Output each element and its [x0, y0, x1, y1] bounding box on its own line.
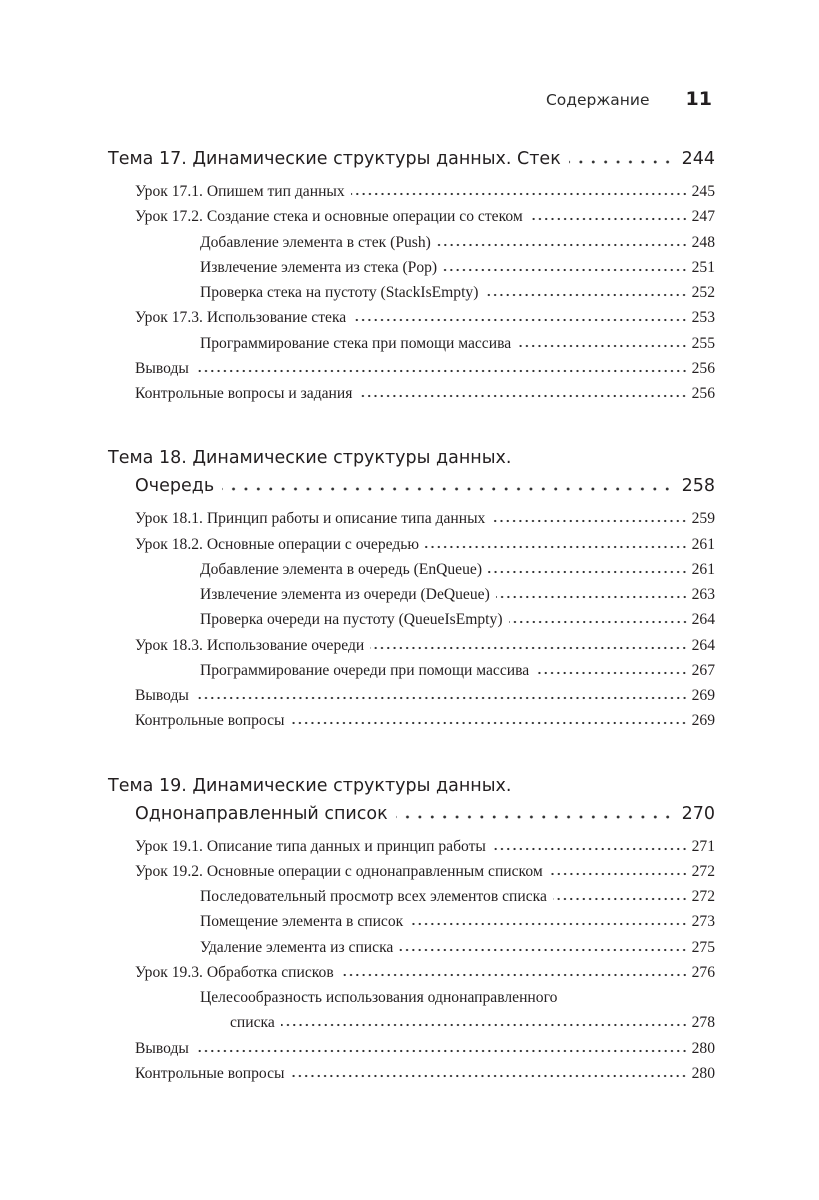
entry-page-number: 263	[691, 586, 715, 603]
entry-page-number: 273	[691, 913, 715, 931]
entry-label: Удаление элемента из списка	[200, 938, 394, 956]
entry-label: Проверка стека на пустоту (StackIsEmpty)	[200, 284, 479, 301]
section-title: Содержание	[545, 91, 650, 109]
dot-leader	[517, 344, 687, 348]
dot-leader	[351, 192, 688, 196]
toc-subentry[interactable]	[108, 230, 715, 255]
dot-leader	[535, 671, 687, 675]
entry-label: Выводы	[135, 1039, 189, 1057]
entry-page-number: 269	[691, 712, 715, 730]
entry-page-number: 276	[691, 963, 715, 981]
toc-entry[interactable]	[108, 1061, 715, 1086]
entry-label: Добавление элемента в очередь (EnQueue)	[200, 560, 483, 578]
dot-leader	[396, 815, 674, 819]
toc-entry[interactable]	[108, 204, 715, 229]
dot-leader	[488, 570, 688, 574]
toc-subentry[interactable]	[108, 909, 715, 934]
entry-page-number: 272	[691, 888, 715, 905]
dot-leader	[352, 318, 687, 322]
entry-page-number: 261	[691, 535, 715, 553]
entry-page-number: 269	[691, 687, 715, 704]
topic-block	[108, 145, 715, 406]
dot-leader	[437, 243, 688, 247]
topic-title: Тема 19. Динамические структуры данных.	[108, 775, 512, 796]
entry-label: Выводы	[135, 687, 189, 704]
dot-leader	[358, 394, 687, 398]
dot-leader	[484, 293, 687, 297]
toc-subentry[interactable]	[108, 607, 715, 632]
entry-page-number: 280	[691, 1064, 715, 1082]
toc-subentry[interactable]	[108, 884, 715, 909]
entry-label: Последовательный просмотр всех элементов списка	[200, 888, 547, 905]
entry-page-number: 255	[691, 334, 715, 352]
entry-label: Извлечение элемента из очереди (DeQueue)	[200, 586, 490, 603]
entry-page-number: 253	[691, 309, 715, 327]
toc-entry[interactable]	[108, 179, 715, 204]
entry-page-number: 275	[691, 938, 715, 956]
dot-leader	[425, 545, 688, 549]
entry-label: Контрольные вопросы и задания	[135, 385, 353, 402]
topic-title: Тема 18. Динамические структуры данных.	[108, 448, 512, 469]
toc-entry[interactable]	[108, 960, 715, 985]
entry-page-number: 261	[691, 560, 715, 578]
entry-label: Урок 19.1. Описание типа данных и принцип работы	[135, 837, 486, 855]
running-header	[0, 88, 712, 110]
entry-page-number: 267	[691, 661, 715, 679]
entry-label: Урок 17.2. Создание стека и основные операции со стеком	[135, 208, 523, 226]
entry-label: Проверка очереди на пустоту (QueueIsEmpty)	[200, 611, 503, 629]
toc-entry[interactable]	[108, 532, 715, 557]
toc-entry[interactable]	[108, 633, 715, 658]
page-number: 11	[685, 88, 712, 110]
entry-page-number: 278	[691, 1014, 715, 1032]
entry-page-number: 247	[691, 208, 715, 226]
dot-leader	[195, 696, 688, 700]
toc-entry[interactable]	[108, 1036, 715, 1061]
dot-leader	[222, 487, 673, 491]
dot-leader	[491, 519, 687, 523]
topic-title-line	[108, 472, 715, 500]
dot-leader	[443, 268, 687, 272]
entry-label: Программирование стека при помощи массива	[200, 334, 512, 352]
topic-block	[108, 444, 715, 733]
dot-leader	[496, 595, 688, 599]
entry-label: Помещение элемента в список	[200, 913, 404, 931]
entry-label: Урок 17.3. Использование стека	[135, 309, 347, 327]
entry-label: Контрольные вопросы	[135, 712, 285, 730]
toc-subentry[interactable]	[108, 331, 715, 356]
dot-leader	[281, 1023, 688, 1027]
entry-label: Урок 19.2. Основные операции с однонаправленным списком	[135, 862, 543, 880]
toc-entry[interactable]	[108, 859, 715, 884]
entry-label: Урок 18.2. Основные операции с очередью	[135, 535, 420, 553]
lesson-list	[108, 834, 715, 1087]
toc-entry[interactable]	[108, 305, 715, 330]
entry-page-number: 271	[691, 837, 715, 855]
entry-label: списка	[230, 1014, 275, 1032]
toc-entry[interactable]	[108, 506, 715, 531]
lesson-list	[108, 506, 715, 733]
toc-entry[interactable]	[108, 356, 715, 381]
entry-label: Добавление элемента в стек (Push)	[200, 233, 431, 251]
entry-page-number: 245	[691, 183, 715, 200]
entry-page-number: 264	[691, 636, 715, 654]
entry-page-number: 251	[691, 258, 715, 276]
dot-leader	[549, 872, 688, 876]
topic-title-line	[108, 772, 715, 800]
toc-subentry[interactable]	[108, 1010, 715, 1035]
topic-page-number: 244	[681, 149, 715, 169]
topic-title: Однонаправленный список	[135, 803, 388, 824]
entry-page-number: 256	[691, 359, 715, 377]
topic-title-line	[108, 800, 715, 828]
toc-entry[interactable]	[108, 381, 715, 406]
entry-page-number: 259	[691, 510, 715, 528]
entry-label: Урок 17.1. Опишем тип данных	[135, 183, 345, 200]
toc-entry[interactable]	[108, 683, 715, 708]
dot-leader	[529, 217, 688, 221]
topic-title: Очередь	[135, 476, 215, 497]
entry-page-number: 248	[691, 233, 715, 251]
entry-label: Извлечение элемента из стека (Pop)	[200, 258, 438, 276]
topic-page-number: 258	[681, 476, 715, 497]
toc-subentry[interactable]	[108, 255, 715, 280]
entry-page-number: 256	[691, 385, 715, 402]
table-of-contents	[108, 145, 715, 1124]
entry-label: Программирование очереди при помощи массива	[200, 661, 530, 679]
topic-title-line	[108, 145, 715, 173]
entry-page-number: 252	[691, 284, 715, 301]
dot-leader	[290, 1074, 687, 1078]
entry-label: Выводы	[135, 359, 189, 377]
toc-subentry[interactable]	[108, 935, 715, 960]
dot-leader	[509, 620, 688, 624]
entry-page-number: 280	[691, 1039, 715, 1057]
entry-page-number: 264	[691, 611, 715, 629]
dot-leader	[340, 973, 688, 977]
entry-label: Контрольные вопросы	[135, 1064, 285, 1082]
lesson-list	[108, 179, 715, 406]
entry-label: Урок 18.1. Принцип работы и описание типа данных	[135, 510, 486, 528]
topic-block	[108, 772, 715, 1087]
toc-subentry[interactable]	[108, 582, 715, 607]
dot-leader	[370, 646, 687, 650]
dot-leader	[290, 721, 687, 725]
toc-entry[interactable]	[108, 834, 715, 859]
dot-leader	[195, 369, 688, 373]
toc-subentry[interactable]	[108, 985, 715, 1010]
entry-page-number: 272	[691, 862, 715, 880]
toc-subentry[interactable]	[108, 658, 715, 683]
topic-title: Тема 17. Динамические структуры данных. Стек	[108, 149, 561, 169]
entry-label: Урок 18.3. Использование очереди	[135, 636, 365, 654]
toc-subentry[interactable]	[108, 280, 715, 305]
dot-leader	[492, 847, 688, 851]
toc-subentry[interactable]	[108, 557, 715, 582]
dot-leader	[553, 897, 688, 901]
dot-leader	[195, 1049, 688, 1053]
dot-leader	[409, 922, 687, 926]
topic-title-line	[108, 444, 715, 472]
toc-entry[interactable]	[108, 708, 715, 733]
entry-label: Целесообразность использования однонаправленного	[200, 989, 558, 1006]
entry-label: Урок 19.3. Обработка списков	[135, 963, 334, 981]
dot-leader	[569, 160, 674, 164]
dot-leader	[399, 948, 687, 952]
topic-page-number: 270	[681, 803, 715, 824]
